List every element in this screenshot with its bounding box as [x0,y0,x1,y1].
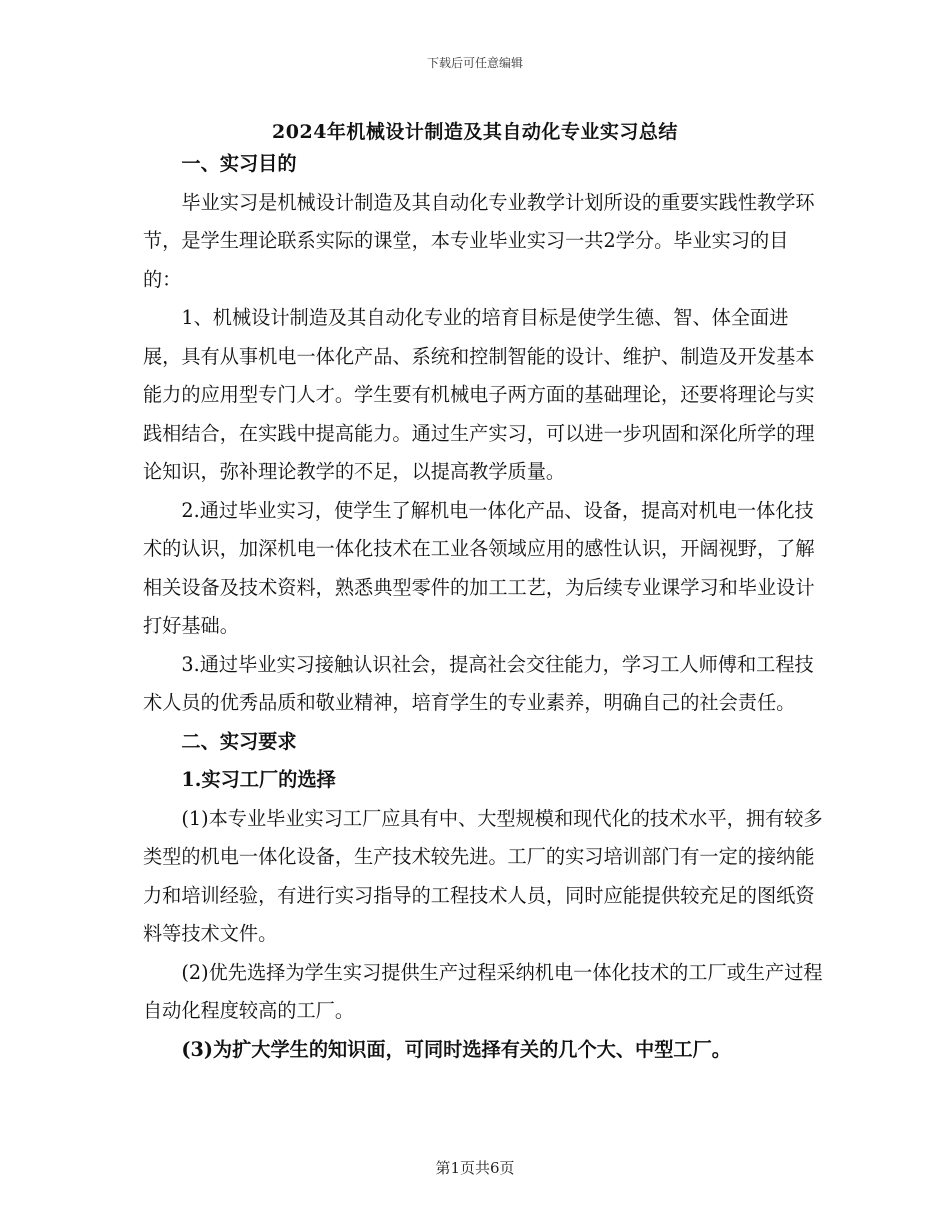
paragraph-requirement-2: (2)优先选择为学生实习提供生产过程采纳机电一体化技术的工厂或生产过程自动化程度较高的工厂。 [143,960,823,1022]
document-body [143,145,823,1069]
paragraph-requirement-3: (3)为扩大学生的知识面，可同时选择有关的几个大、中型工厂。 [181,1037,731,1061]
section-heading-requirements: 二、实习要求 [181,729,297,753]
section-heading-purpose: 一、实习目的 [181,152,297,175]
document-title: 2024年机械设计制造及其自动化专业实习总结 [272,121,678,143]
paragraph-purpose-2: 2.通过毕业实习，使学生了解机电一体化产品、设备，提高对机电一体化技术的认识，加深机电一体化技术在工业各领域应用的感性认识，开阔视野，了解相关设备及技术资料，熟悉典型零件的加工工艺，为后续专业课学习和毕业设计打好基础。 [143,498,815,637]
paragraph-intro: 毕业实习是机械设计制造及其自动化专业教学计划所设的重要实践性教学环节，是学生理论联系实际的课堂，本专业毕业实习一共2学分。毕业实习的目的： [143,190,815,291]
header-note: 下载后可任意编辑 [426,56,523,70]
subheading-factory-selection: 1.实习工厂的选择 [181,768,336,791]
paragraph-requirement-1: (1)本专业毕业实习工厂应具有中、大型规模和现代化的技术水平，拥有较多类型的机电一体化设备，生产技术较先进。工厂的实习培训部门有一定的接纳能力和培训经验，有进行实习指导的工程技术人员，同时应能提供较充足的图纸资料等技术文件。 [143,806,823,945]
page-number-footer: 第1页共6页 [435,1159,515,1177]
paragraph-purpose-1: 1、机械设计制造及其自动化专业的培育目标是使学生德、智、体全面进展，具有从事机电一体化产品、系统和控制智能的设计、维护、制造及开发基本能力的应用型专门人才。学生要有机械电子两方面的基础理论，还要将理论与实践相结合，在实践中提高能力。通过生产实习，可以进一步巩固和深化所学的理论知识，弥补理论教学的不足，以提高教学质量。 [143,306,815,483]
paragraph-purpose-3: 3.通过毕业实习接触认识社会，提高社会交往能力，学习工人师傅和工程技术人员的优秀品质和敬业精神，培育学生的专业素养，明确自己的社会责任。 [143,652,814,714]
